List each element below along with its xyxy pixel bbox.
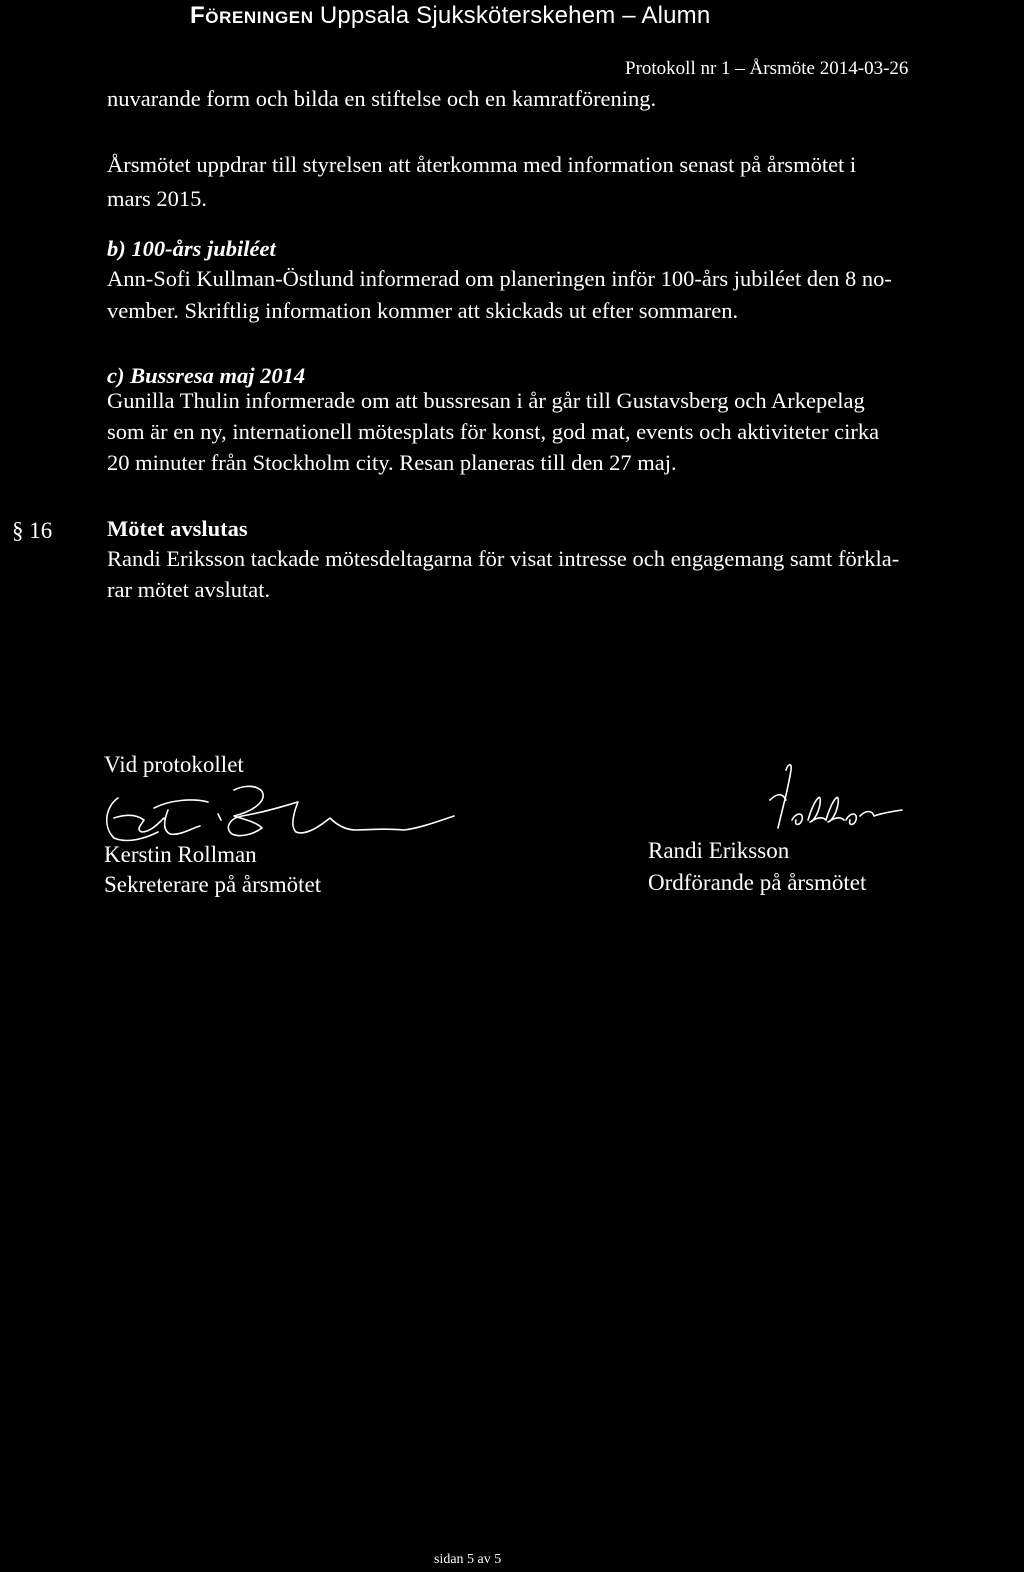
organization-header <box>190 2 710 30</box>
item-c-line: som är en ny, internationell mötesplats för konst, god mat, events och aktiviteter cirka <box>107 419 880 444</box>
item-b-line: vember. Skriftlig information kommer att skickads ut efter sommaren. <box>107 298 739 323</box>
secretary-name: Kerstin Rollman <box>104 842 257 867</box>
section-number: § 16 <box>12 518 53 543</box>
section-title: Mötet avslutas <box>107 516 248 541</box>
page-number: sidan 5 av 5 <box>434 1552 502 1567</box>
item-b-line: Ann-Sofi Kullman-Östlund informerad om planeringen inför 100-års jubiléet den 8 no- <box>107 266 892 291</box>
chair-role: Ordförande på årsmötet <box>648 870 867 895</box>
section-line: rar mötet avslutat. <box>107 577 271 602</box>
decision-line: mars 2015. <box>107 186 207 211</box>
signature-caption: Vid protokollet <box>104 752 244 777</box>
section-line: Randi Eriksson tackade mötesdeltagarna för visat intresse och engagemang samt förkla- <box>107 546 900 571</box>
org-name: Uppsala Sjuksköterskehem – Alumn <box>319 2 711 29</box>
item-c-line: Gunilla Thulin informerade om att bussresan i år går till Gustavsberg och Arkepelag <box>107 388 865 413</box>
item-b-heading: b) 100-års jubiléet <box>107 236 276 261</box>
item-c-heading: c) Bussresa maj 2014 <box>107 363 306 388</box>
chair-name: Randi Eriksson <box>648 838 790 863</box>
decision-line: Årsmötet uppdrar till styrelsen att återkomma med information senast på årsmötet i <box>107 152 857 177</box>
secretary-role: Sekreterare på årsmötet <box>104 872 322 897</box>
protocol-reference: Protokoll nr 1 – Årsmöte 2014-03-26 <box>625 58 909 79</box>
intro-line: nuvarande form och bilda en stiftelse och en kamratförening. <box>107 86 657 111</box>
item-c-line: 20 minuter från Stockholm city. Resan planeras till den 27 maj. <box>107 450 677 475</box>
org-prefix: Föreningen <box>190 2 314 29</box>
